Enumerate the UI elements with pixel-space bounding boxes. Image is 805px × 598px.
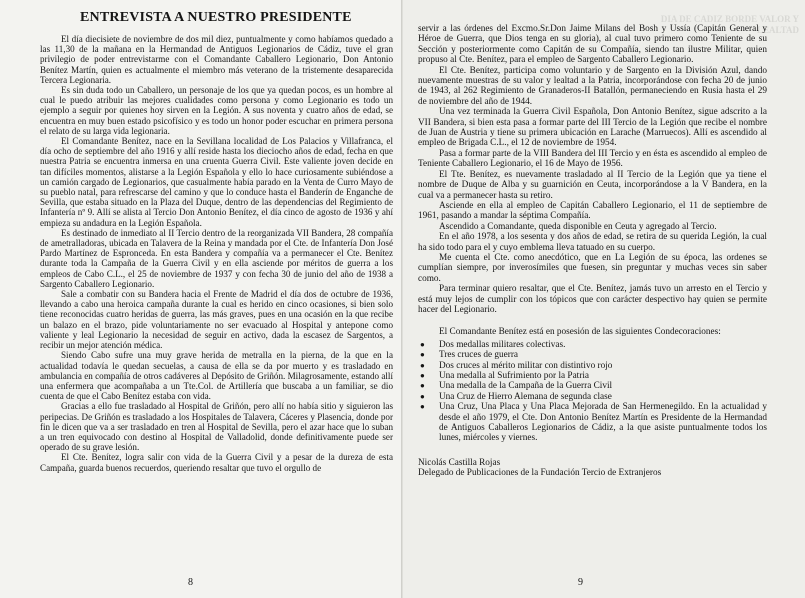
award-item <box>418 340 767 350</box>
page-number-right: 9 <box>578 577 583 588</box>
right-paragraph-2: El Cte. Benítez, participa como voluntario y de Sargento en la División Azul, dando nuevamente muestras de su valor y lealtad a la Patria, incorporándose con fecha 20 de junio de 1943, al 262 Regimiento de Granaderos-II Batallón, permaneciendo en Rusia hasta el 29 de noviembre del año de 1944. <box>418 65 767 107</box>
right-paragraph-6: Asciende en ella al empleo de Capitán Caballero Legionario, el 11 de septiembre de 1961, pasando a mandar la séptima Compañía. <box>418 200 767 222</box>
award-item <box>418 361 767 371</box>
award-text: Una medalla al Sufrimiento por la Patria <box>439 371 590 381</box>
right-paragraph-7: Ascendido a Comandante, queda disponible en Ceuta y agregado al Tercio. <box>439 221 717 232</box>
left-paragraph-4: Es destinado de inmediato al II Tercio dentro de la reorganizada VII Bandera, 28 compañía de ametralladoras, ubicada en Talavera de la Reina y mandada por el Cte. de Infantería Don José Pardo Martínez de Espronceda. En esta Bandera y compañía va a permanecer el Cte. Benítez durante toda la Campaña de la Guerra Civil y en ella asciende por méritos de guerra a los empleos de Cabo C.L., el 25 de noviembre de 1937 y con fecha 30 de junio del año de 1938 a Sargento Caballero Legionario. <box>40 227 393 289</box>
bullet-icon: ● <box>420 350 425 360</box>
left-paragraph-1: El día diecisiete de noviembre de dos mil diez, puntualmente y como habíamos quedado a las 11,30 de la mañana en la Hermandad de Antiguos Legionarios de Cádiz, tuve el gran privilegio de poder entrevistarme con el Comandante Caballero Legionario, Don Antonio Benítez Martín, quien es actualmente el miembro más veterano de la tristemente desaparecida Tercera Legionaria. <box>40 34 393 85</box>
left-paragraph-8: El Cte. Benítez, logra salir con vida de la Guerra Civil y a pesar de la dureza de esta Campaña, guarda buenos recuerdos, queriendo resaltar que tuvo el orgullo de <box>40 452 393 473</box>
awards-intro: El Comandante Benítez está en posesión de las siguientes Condecoraciones: <box>439 327 721 338</box>
right-paragraph-5: El Tte. Benítez, es nuevamente trasladado al II Tercio de la Legión que ya tiene el nombre de Duque de Alba y su guarnición en Ceuta, incorporándose a la V Bandera, en la cual va a permanecer hasta su retiro. <box>418 169 767 201</box>
award-item <box>418 371 767 381</box>
award-text: Una Cruz, Una Placa y Una Placa Mejorada de San Hermenegildo. En la actualidad y desde el año 1979, el Cte. Don Antonio Benítez Martín es Presidente de la Hermandad de Antiguos Caballeros Legionarios de Cádiz, a la que asiste puntualmente todos los lunes, miércoles y viernes. <box>439 402 767 444</box>
left-paragraph-3: El Comandante Benítez, nace en la Sevillana localidad de Los Palacios y Villafranca, el día ocho de septiembre del año 1916 y allí reside hasta los dieciocho años de edad, fecha en que nuestra Patria se encuentra inmersa en una cruenta Guerra Civil. Este valiente joven decide en tan difíciles momentos, alistarse a la Legión Española y ello lo hace curiosamente subiéndose a un camión cargado de Legionarios, que casualmente había parado en la Venta de Curro Mayo de su pueblo natal, para refrescarse del camino y que lo conduce hasta el Banderín de Enganche de Sevilla, que estaba situado en la Plaza del Duque, dentro de las dependencias del Regimiento de Infantería nº 9. Allí se alista al Tercio Don Antonio Benítez, el día cinco de agosto de 1936 y ahí empieza su andadura en la Legión Española. <box>40 136 393 228</box>
left-paragraph-2: Es sin duda todo un Caballero, un personaje de los que ya quedan pocos, es un hombre al cual le puedo atribuir las mejores cualidades como persona y como Legionario es todo un ejemplo a seguir por quienes hoy sirven en la Legión. A sus noventa y cuatro años de edad, se encuentra en muy buen estado psicofísico y es todo un honor poder escuchar en primera persona el relato de su larga vida legionaria. <box>40 85 393 136</box>
page-right <box>403 0 805 598</box>
bullet-icon: ● <box>420 381 425 391</box>
award-item <box>418 392 767 402</box>
right-paragraph-1: servir a las órdenes del Excmo.Sr.Don Jaime Milans del Bosh y Ussía (Capitán General y Héroe de Guerra, que Dios tenga en su gloria), al cual tuvo primero como Teniente de su Sección y posteriormente como Capitán de su Compañía, siendo tan ilustre Militar, quien propuso al Cte. Benítez, para el empleo de Sargento Caballero Legionario. <box>418 24 767 66</box>
left-paragraph-5: Sale a combatir con su Bandera hacia el Frente de Madrid el día dos de octubre de 1936, llevando a cabo una heroica campaña durante la cual es herido en cinco ocasiones, si bien solo tiene reconocidas cuatro heridas de guerra, las más graves, pues en una ocasión en la que recibe un balazo en el brazo, pide voluntariamente no ser evacuado al Hospital y antepone como valiente y leal Legionario la necesidad de seguir en activo, dada la escasez de Sargentos, a recibir un mejor atención médica. <box>40 289 393 351</box>
right-body <box>418 24 767 315</box>
awards-list <box>418 340 767 444</box>
right-paragraph-10: Para terminar quiero resaltar, que el Cte. Benítez, jamás tuvo un arresto en el Tercio y está muy lejos de cumplir con los tópicos que con carácter despectivo hay quien se permite hacer del Legionario. <box>418 284 767 315</box>
award-item <box>418 350 767 360</box>
right-paragraph-9: Me cuenta el Cte. como anecdótico, que en La Legión de su época, las ordenes se cumplían siempre, por inverosímiles que fuesen, sin preguntar y muchas veces sin saber como. <box>418 252 767 284</box>
left-paragraph-6: Siendo Cabo sufre una muy grave herida de metralla en la pierna, de la que en la actualidad todavía le quedan secuelas, a causa de ella se da por muerto y es trasladado en ambulancia en compañía de otros cadáveres al Depósito de Griñón. Milagrosamente, estando allí una enfermera que acompañaba a un Tte.Col. de Artillería que buscaba a un familiar, se dio cuenta de que el Cabo Benítez estaba con vida. <box>40 350 393 402</box>
left-paragraph-7: Gracias a ello fue trasladado al Hospital de Griñón, pero allí no había sitio y siguieron las peripecias. De Griñón es trasladado a los Hospitales de Talavera, Cáceres y Plasencia, donde por fin le dicen que va a ser trasladado en tren al Hospital de Sevilla, pero el azar hace que lo suban a un tren equivocado con destino al Hospital de Valladolid, donde definitivamente puede ser operado de su grave lesión. <box>40 401 393 453</box>
bullet-icon: ● <box>420 339 425 349</box>
signature-role: Delegado de Publicaciones de la Fundación Tercio de Extranjeros <box>418 468 662 479</box>
bullet-icon: ● <box>420 402 425 412</box>
award-item <box>418 402 767 444</box>
signature-name: Nicolás Castilla Rojas <box>418 457 501 468</box>
article-title: ENTREVISTA A NUESTRO PRESIDENTE <box>80 10 352 25</box>
award-text: Dos cruces al mérito militar con distintivo rojo <box>439 360 613 371</box>
award-text: Una Cruz de Hierro Alemana de segunda clase <box>439 391 612 402</box>
left-body <box>40 34 393 473</box>
award-text: Una medalla de la Campaña de la Guerra Civil <box>439 381 613 392</box>
bullet-icon: ● <box>420 391 425 401</box>
signature-block <box>418 458 767 479</box>
award-text: Dos medallas militares colectivas. <box>439 339 566 350</box>
award-text: Tres cruces de guerra <box>439 350 519 361</box>
right-paragraph-3: Una vez terminada la Guerra Civil Española, Don Antonio Benítez, sigue adscrito a la VII Bandera, si bien esta pasa a formar parte del III Tercio de la Legión que recibe el nombre de Juan de Austria y tiene su primera ubicación en Larache (Marruecos). Allí es ascendido al empleo de Brigada C.L., el 12 de noviembre de 1954. <box>418 107 767 149</box>
show-through-text: DIA DE CADIZ BORDE VALOR Y LEALTAD <box>660 14 799 35</box>
right-paragraph-4: Pasa a formar parte de la VIII Bandera del III Tercio y en ésta es ascendido al empleo de Teniente Caballero Legionario, el 16 de Mayo de 1956. <box>418 148 767 170</box>
bullet-icon: ● <box>420 360 425 370</box>
right-paragraph-8: En el año 1978, a los sesenta y dos años de edad, se retira de su querida Legión, la cual ha sido todo para el y cuyo emblema lleva tatuado en su cuerpo. <box>418 232 767 253</box>
award-item <box>418 381 767 391</box>
page-number-left: 8 <box>188 577 193 588</box>
bullet-icon: ● <box>420 371 425 380</box>
